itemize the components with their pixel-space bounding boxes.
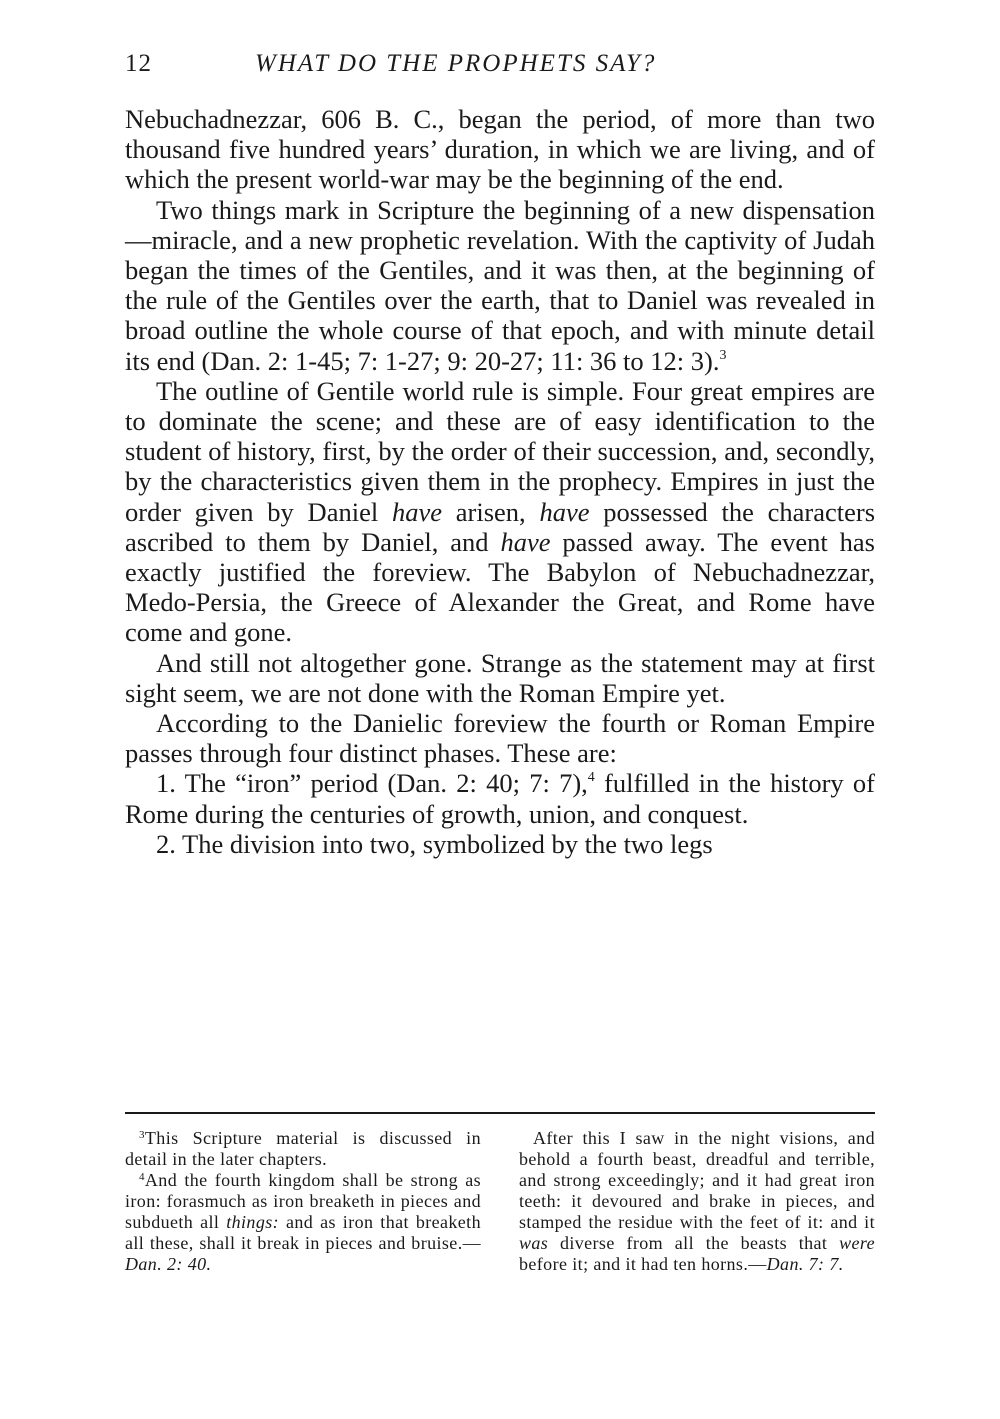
citation: Dan. 7: 7. <box>766 1254 844 1274</box>
emphasis: have <box>391 496 442 527</box>
citation: Dan. 2: 40. <box>125 1254 212 1274</box>
footnote-ref: 3 <box>719 347 727 363</box>
list-item: 2. The division into two, symbolized by the two legs <box>156 828 713 859</box>
paragraph: According to the Danielic foreview the fourth or Roman Empire passes through four distinct phases. These are: <box>125 708 875 769</box>
page-number: 12 <box>125 50 152 77</box>
footnote: $^4$And the fourth kingdom shall be strong as iron: forasmuch as iron breaketh in pieces and subdueth all things: and as iron that breaketh all these, shall it break in pieces and bruise.— Dan. 2: 40. <box>125 1170 481 1274</box>
emphasis: have <box>539 496 590 527</box>
paragraph: Nebuchadnezzar, 606 B. C., began the period, of more than two thousand five hundred years’ duration, in which we are living, and of which the present world-war may be the beginning of the end. <box>125 104 875 195</box>
emphasis: were <box>839 1233 875 1253</box>
emphasis: things: <box>226 1212 280 1232</box>
footnote-column-right <box>519 1128 875 1275</box>
emphasis: was <box>519 1233 549 1253</box>
footnote-ref: 4 <box>587 770 595 786</box>
footnote: After this I saw in the night visions, and behold a fourth beast, dreadful and terrible, and strong exceedingly; and it had great iron teeth: it devoured and brake in pieces, and stamped the residue with the feet of it: and it was diverse from all the beasts that were before it; and it had ten horns.—Dan. 7: 7. <box>519 1128 875 1274</box>
footnote-divider <box>125 1112 875 1114</box>
page-header <box>125 46 875 86</box>
body-text <box>125 104 875 859</box>
footnote-mark: 3 <box>139 1129 145 1141</box>
paragraph: Two things mark in Scripture the beginning of a new dispensation—miracle, and a new prophetic revelation. With the captivity of Judah began the times of the Gentiles, and it was then, at the beginning of the rule of the Gentiles over the earth, that to Daniel was revealed in broad outline the whole course of that epoch, and with minute detail its end (Dan. 2: 1-45; 7: 1-27; 9: 20-27; 11: 36 to 12: 3).$^3$ <box>125 194 875 376</box>
footnote-mark: 4 <box>139 1171 145 1183</box>
footnote: $^3$This Scripture material is discussed in detail in the later chapters. <box>125 1128 481 1169</box>
list-item: 1. The “iron” period (Dan. 2: 40; 7: 7),$^4$ fulfilled in the history of Rome during the centuries of growth, union, and conquest. <box>125 768 875 829</box>
paragraph: The outline of Gentile world rule is simple. Four great empires are to dominate the scene; and these are of easy identification to the student of history, first, by the order of their succession, and, secondly, by the characteristics given them in the prophecy. Empires in just the order given by Daniel have arisen, have possessed the characters ascribed to them by Daniel, and have passed away. The event has exactly justified the foreview. The Babylon of Nebuchadnezzar, Medo-Persia, the Greece of Alexander the Great, and Rome have come and gone. <box>125 375 876 648</box>
emphasis: have <box>500 526 551 557</box>
paragraph: And still not altogether gone. Strange as the statement may at first sight seem, we are not done with the Roman Empire yet. <box>125 647 875 708</box>
running-title: WHAT DO THE PROPHETS SAY? <box>255 50 657 77</box>
footnote-column-left <box>125 1128 481 1275</box>
